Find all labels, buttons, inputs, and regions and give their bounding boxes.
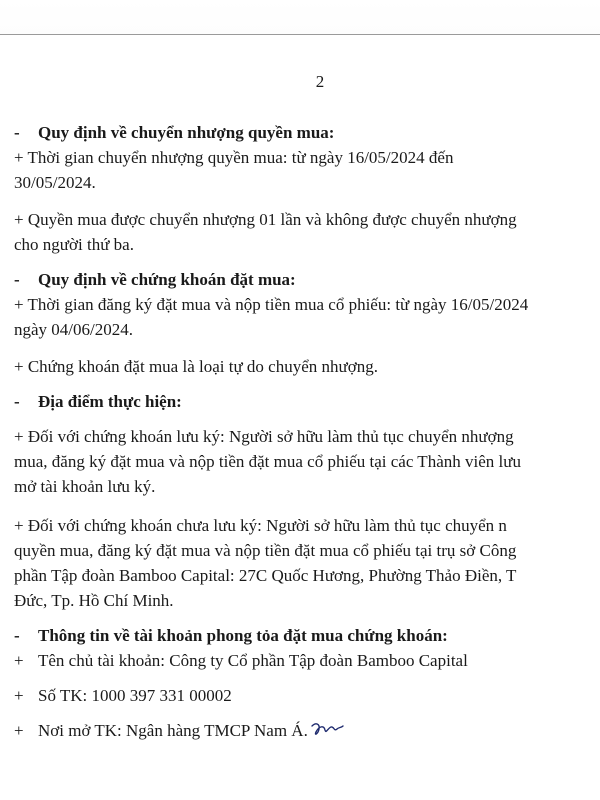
location-undeposited-line2: quyền mua, đăng ký đặt mua và nộp tiền đặt mua cổ phiếu tại trụ sở Công <box>14 541 517 560</box>
transfer-time-line2: 30/05/2024. <box>14 173 96 192</box>
transfer-once-line1: + Quyền mua được chuyển nhượng 01 lần và không được chuyển nhượng <box>14 210 517 229</box>
initials-signature <box>310 720 344 740</box>
heading-securities: - Quy định về chứng khoán đặt mua: <box>14 270 296 289</box>
page-top-border <box>0 0 600 35</box>
heading-transfer: - Quy định về chuyển nhượng quyền mua: <box>14 123 335 142</box>
page-number: 2 <box>315 72 325 91</box>
transfer-once-line2: cho người thứ ba. <box>14 235 134 254</box>
location-undeposited-line1: + Đối với chứng khoán chưa lưu ký: Người sở hữu làm thủ tục chuyển n <box>14 516 507 535</box>
location-undeposited-line3: phần Tập đoàn Bamboo Capital: 27C Quốc Hương, Phường Thảo Điền, T <box>14 566 517 585</box>
securities-time-line2: ngày 04/06/2024. <box>14 320 133 339</box>
location-deposited-line2: mua, đăng ký đặt mua và nộp tiền đặt mua cổ phiếu tại các Thành viên lưu <box>14 452 521 471</box>
securities-time-line1: + Thời gian đăng ký đặt mua và nộp tiền mua cổ phiếu: từ ngày 16/05/2024 <box>14 295 529 314</box>
account-holder: + Tên chủ tài khoản: Công ty Cổ phần Tập đoàn Bamboo Capital <box>14 651 468 670</box>
heading-account: - Thông tin về tài khoản phong tỏa đặt mua chứng khoán: <box>14 626 448 645</box>
account-bank: + Nơi mở TK: Ngân hàng TMCP Nam Á. <box>14 718 600 743</box>
account-number: + Số TK: 1000 397 331 00002 <box>14 686 232 705</box>
heading-location: - Địa điểm thực hiện: <box>14 392 182 411</box>
transfer-time-line1: + Thời gian chuyển nhượng quyền mua: từ ngày 16/05/2024 đến <box>14 148 454 167</box>
document-body <box>14 120 600 743</box>
location-deposited-line3: mở tài khoản lưu ký. <box>14 477 156 496</box>
location-undeposited-line4: Đức, Tp. Hồ Chí Minh. <box>14 591 174 610</box>
location-deposited-line1: + Đối với chứng khoán lưu ký: Người sở hữu làm thủ tục chuyển nhượng <box>14 427 514 446</box>
securities-free-transfer: + Chứng khoán đặt mua là loại tự do chuyển nhượng. <box>14 357 378 376</box>
